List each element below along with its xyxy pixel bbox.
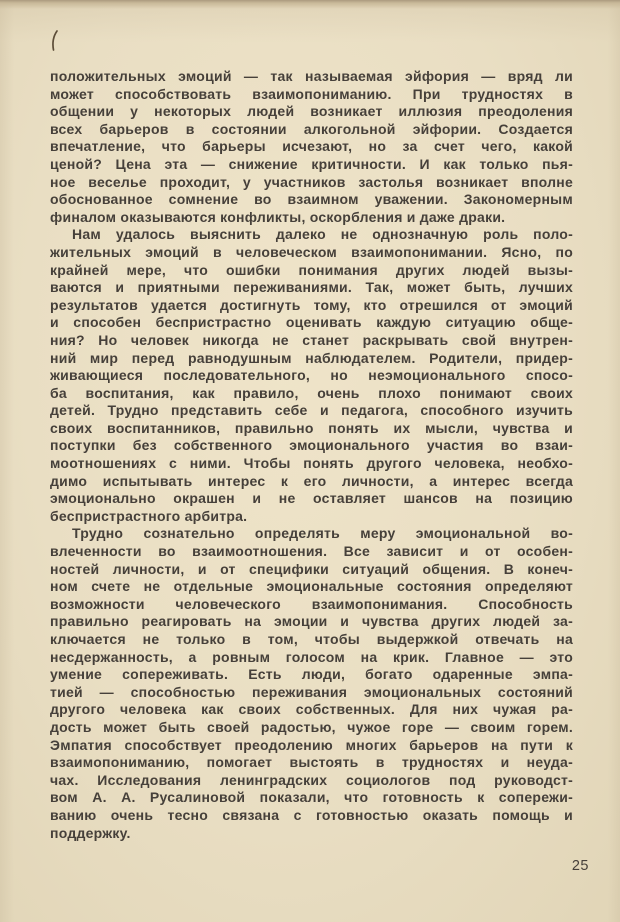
text-line: моотношениях с ними. Чтобы понять другого человека, необхо-: [50, 455, 573, 472]
text-line: жительных эмоций в человеческом взаимопонимании. Ясно, по: [50, 243, 573, 260]
text-line: положительных эмоций — так называемая эйфория — вряд ли: [50, 68, 573, 84]
text-line: и способен беспристрастно оценивать каждую ситуацию обще-: [50, 314, 573, 331]
text-line: финалом оказываются конфликты, оскорбления и даже драки.: [50, 208, 506, 225]
text-line: общении у некоторых людей возникает иллюзия преодоления: [50, 103, 573, 120]
text-line: дость может быть своей радостью, чужое горе — своим горем.: [50, 718, 573, 735]
paragraph: [50, 68, 573, 226]
text-line: влеченности во взаимоотношения. Все зависит и от особен-: [50, 543, 573, 560]
text-line: ний мир перед равнодушным наблюдателем. Родители, придер-: [50, 349, 573, 366]
text-line: ваются и приятными переживаниями. Так, может быть, лучших: [50, 279, 573, 296]
text-line: результатов удается достигнуть тому, кто отрешился от эмоций: [50, 296, 573, 313]
text-line: всех барьеров в состоянии алкогольной эйфории. Создается: [50, 120, 573, 137]
text-line: эмоционально окрашен и не оставляет шансов на позицию: [50, 490, 573, 507]
text-line: ба воспитания, как правило, очень плохо понимают своих: [50, 384, 573, 401]
text-line: умение сопереживать. Есть люди, богато одаренные эмпа-: [50, 666, 573, 683]
text-line: поддержку.: [50, 824, 131, 841]
text-line: взаимопониманию, помогает выстоять в трудностях и неуда-: [50, 754, 573, 771]
text-line: детей. Трудно представить себе и педагога, способного изучить: [50, 402, 573, 419]
text-line: другого человека как своих собственных. Для них чужая ра-: [50, 701, 573, 718]
text-line: тией — способностью переживания эмоциональных состояний: [50, 683, 573, 700]
text-line: ванию очень тесно связана с готовностью оказать помощь и: [50, 806, 573, 823]
paragraph: [50, 525, 573, 842]
text-line: впечатление, что барьеры исчезают, но за счет чего, какой: [50, 138, 573, 155]
text-line: ключается не только в том, чтобы выдержкой отвечать на: [50, 631, 573, 647]
text-line: ния? Но человек никогда не станет раскрывать свой внутрен-: [50, 331, 573, 348]
text-line: возможности человеческого взаимопонимания. Способность: [50, 595, 573, 612]
text-line: Нам удалось выяснить далеко не однозначную роль поло-: [72, 226, 573, 243]
pen-mark-icon: [47, 29, 61, 53]
text-line: может способствовать взаимопониманию. При трудностях в: [50, 85, 573, 102]
text-line: правильно реагировать на эмоции и чувства других людей за-: [50, 613, 573, 630]
text-line: Эмпатия способствует преодолению многих барьеров на пути к: [50, 736, 573, 753]
text-line: обоснованное сомнение во взаимном уважении. Закономерным: [50, 191, 573, 208]
text-line: крайней мере, что ошибки понимания других людей вызы-: [50, 261, 573, 278]
text-line: Трудно сознательно определять меру эмоциональной во-: [72, 525, 573, 542]
text-line: ном счете не отдельные эмоциональные состояния определяют: [50, 578, 573, 595]
text-line: чах. Исследования ленинградских социологов под руководст-: [50, 771, 573, 788]
text-line: своих воспитанников, правильно понять их мысли, чувства и: [50, 419, 573, 436]
text-line: ностей личности, и от специфики ситуаций общения. В конеч-: [50, 560, 573, 577]
paragraph: [50, 226, 573, 525]
text-block: [50, 68, 573, 842]
text-line: живающиеся последовательного, но неэмоционального спосо-: [50, 367, 573, 384]
text-line: димо испытывать интерес к его личности, а интерес всегда: [50, 472, 573, 489]
page-number: 25: [571, 858, 589, 874]
text-line: вом А. А. Русалиновой показали, что готовность к сопережи-: [50, 789, 573, 806]
text-line: несдержанность, а ровным голосом на крик. Главное — это: [50, 648, 573, 665]
text-line: ное веселье проходит, у участников застолья возникает вполне: [50, 173, 573, 190]
text-line: поступки без собственного эмоционального участия во взаи-: [50, 437, 573, 454]
text-line: ценой? Цена эта — снижение критичности. И как только пья-: [50, 155, 573, 172]
text-line: беспристрастного арбитра.: [50, 507, 248, 524]
